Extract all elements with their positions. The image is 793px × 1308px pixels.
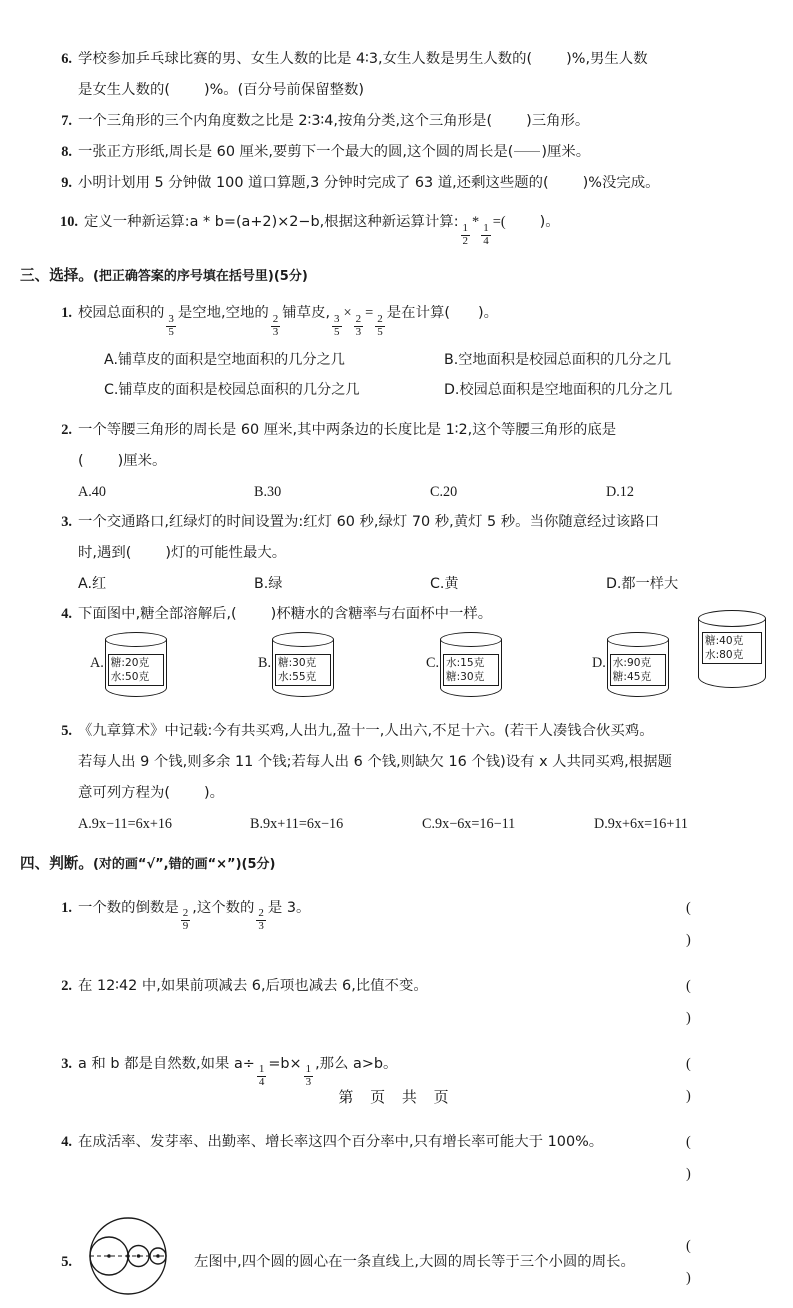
cylinder-line-1: 糖:40克 bbox=[705, 634, 744, 647]
denominator: 4 bbox=[483, 234, 489, 247]
question-7-line-1 bbox=[78, 106, 752, 137]
cylinder-option-b[interactable] bbox=[258, 632, 336, 704]
choice-option-a[interactable]: A.铺草皮的面积是空地面积的几分之几 bbox=[104, 351, 345, 368]
choice-option-b[interactable]: B.空地面积是校园总面积的几分之几 bbox=[444, 351, 672, 368]
question-6 bbox=[46, 44, 752, 106]
truefalse-question-1 bbox=[46, 892, 752, 956]
choice-q3-options bbox=[78, 569, 782, 599]
choice-option-a[interactable]: A.9x−11=6x+16 bbox=[78, 815, 173, 832]
tf4-text: 在成活率、发芽率、出勤率、增长率这四个百分率中,只有增长率可能大于 100%。 bbox=[78, 1133, 604, 1150]
truefalse-question-4 bbox=[46, 1126, 752, 1190]
question-number: 10. bbox=[60, 214, 78, 230]
choice-q1-stem bbox=[78, 298, 784, 338]
choice-q4-stem bbox=[78, 599, 752, 630]
cylinder-text-box bbox=[610, 654, 666, 686]
choice-question-4 bbox=[46, 599, 752, 710]
choice-option-c[interactable]: C.9x−6x=16−11 bbox=[422, 815, 516, 832]
numerator: 3 bbox=[334, 313, 340, 326]
q10-text-2: =( bbox=[492, 214, 506, 230]
cylinder-option-c[interactable] bbox=[426, 632, 504, 704]
question-6-line-2 bbox=[78, 75, 752, 106]
numerator: 1 bbox=[483, 221, 489, 234]
question-10 bbox=[46, 207, 752, 247]
cylinder-line-2: 糖:30克 bbox=[446, 670, 485, 683]
choice-option-c[interactable]: C.铺草皮的面积是校园总面积的几分之几 bbox=[104, 381, 360, 398]
choice-option-b[interactable]: B.绿 bbox=[254, 575, 283, 592]
denominator: 2 bbox=[462, 234, 469, 247]
question-number: 5. bbox=[61, 722, 72, 739]
choice-q3-line-2 bbox=[78, 538, 782, 569]
choice-question-2 bbox=[46, 415, 752, 507]
tf3-text-a: a 和 b 都是自然数,如果 a÷ bbox=[78, 1055, 255, 1072]
q5-text-open: 意可列方程为( bbox=[78, 784, 170, 801]
choice-q3-line-1: 一个交通路口,红绿灯的时间设置为:红灯 60 秒,绿灯 70 秒,黄灯 5 秒。当你随意经过该路口 bbox=[78, 513, 660, 530]
cylinder-top-ellipse bbox=[440, 632, 502, 647]
question-8 bbox=[46, 137, 752, 168]
q1-multiply-sign: × bbox=[343, 305, 352, 322]
section-heading-title: 四、判断。 bbox=[20, 854, 93, 872]
answer-bracket[interactable]: ( ) bbox=[686, 1133, 717, 1182]
tf5-text: 左图中,四个圆的圆心在一条直线上,大圆的周长等于三个小圆的周长。 bbox=[194, 1253, 635, 1270]
numerator: 2 bbox=[355, 313, 362, 326]
q4-text-close: )杯糖水的含糖率与右面杯中一样。 bbox=[270, 605, 493, 622]
cylinder-text-box bbox=[702, 632, 762, 664]
q10-fraction-1 bbox=[461, 223, 471, 247]
tf3-text-c: ,那么 a>b。 bbox=[315, 1055, 398, 1072]
cylinder-text-box bbox=[275, 654, 331, 686]
tf1-text-b: ,这个数的 bbox=[192, 899, 255, 916]
choice-option-c[interactable]: C.黄 bbox=[430, 575, 459, 592]
question-8-line-1 bbox=[78, 137, 752, 168]
q4-text-open: 下面图中,糖全部溶解后,( bbox=[78, 605, 237, 622]
q1-fraction-5 bbox=[375, 314, 385, 338]
question-6-line-1 bbox=[78, 44, 752, 75]
tf1-text-c: 是 3。 bbox=[267, 899, 311, 916]
q1-text-c: 铺草皮, bbox=[282, 305, 331, 322]
section-heading-sub: (把正确答案的序号填在括号里)(5分) bbox=[92, 269, 308, 285]
choice-option-b[interactable]: B.30 bbox=[254, 483, 282, 500]
choice-option-b[interactable]: B.9x+11=6x−16 bbox=[250, 815, 344, 832]
cylinder-icon bbox=[698, 610, 768, 696]
section-heading-truefalse bbox=[20, 849, 752, 880]
question-number: 1. bbox=[61, 305, 72, 322]
cylinder-top-ellipse bbox=[607, 632, 669, 647]
tf1-text-a: 一个数的倒数是 bbox=[78, 899, 179, 916]
q9-text-1: 小明计划用 5 分钟做 100 道口算题,3 分钟时完成了 63 道,还剩这些题的( bbox=[78, 175, 549, 191]
q10-fraction-2 bbox=[481, 223, 491, 247]
q1-fraction-4 bbox=[354, 314, 364, 338]
choice-option-d[interactable]: D.校园总面积是空地面积的几分之几 bbox=[444, 381, 673, 398]
q1-fraction-1 bbox=[166, 314, 176, 338]
cylinder-top-ellipse bbox=[105, 632, 167, 647]
choice-q5-line-3 bbox=[78, 778, 766, 809]
denominator: 9 bbox=[182, 920, 189, 933]
answer-bracket[interactable]: ( ) bbox=[686, 899, 717, 948]
q1-equals-sign: = bbox=[365, 305, 374, 322]
q1-text-tail: )。 bbox=[477, 305, 498, 322]
question-9-line-1 bbox=[78, 168, 752, 199]
numerator: 1 bbox=[258, 1063, 265, 1076]
q6-text-3: 是女生人数的( bbox=[78, 82, 170, 98]
denominator: 3 bbox=[305, 1076, 312, 1089]
choice-q5-line-1: 《九章算术》中记载:今有共买鸡,人出九,盈十一,人出六,不足十六。(若干人凑钱合伙买鸡。 bbox=[78, 722, 654, 739]
choice-q5-options bbox=[78, 809, 766, 839]
cylinder-top-ellipse bbox=[272, 632, 334, 647]
choice-question-3 bbox=[46, 507, 752, 599]
q7-text-1: 一个三角形的三个内角度数之比是 2∶3∶4,按角分类,这个三角形是( bbox=[78, 113, 493, 129]
tf3-text-b: =b× bbox=[268, 1055, 302, 1072]
cylinder-icon bbox=[440, 632, 504, 704]
numerator: 2 bbox=[182, 907, 189, 920]
cylinder-line-2: 水:55克 bbox=[278, 670, 317, 683]
q1-text-b: 是空地,空地的 bbox=[177, 305, 269, 322]
cylinder-icon bbox=[272, 632, 336, 704]
q6-text-1: 学校参加乒乓球比赛的男、女生人数的比是 4∶3,女生人数是男生人数的( bbox=[78, 51, 533, 67]
numerator: 2 bbox=[272, 313, 279, 326]
cylinder-option-d[interactable] bbox=[592, 632, 671, 704]
cylinder-icon bbox=[105, 632, 169, 704]
cylinder-top-ellipse bbox=[698, 610, 766, 627]
denominator: 3 bbox=[272, 325, 279, 338]
choice-q2-options bbox=[78, 477, 782, 507]
section-heading-title: 三、选择。 bbox=[20, 267, 93, 285]
cylinder-text-box bbox=[108, 654, 164, 686]
question-number: 5. bbox=[61, 1253, 72, 1270]
q3-text-close: )灯的可能性最大。 bbox=[165, 544, 287, 561]
choice-q5-line-2: 若每人出 9 个钱,则多余 11 个钱;若每人出 6 个钱,则缺欠 16 个钱)设有 x 人共同买鸡,根据题 bbox=[78, 753, 672, 770]
cylinder-line-2: 水:80克 bbox=[705, 648, 744, 661]
cylinder-icon bbox=[607, 632, 671, 704]
cylinder-label-d: D. bbox=[592, 654, 606, 671]
q1-text-a: 校园总面积的 bbox=[78, 305, 165, 322]
denominator: 5 bbox=[168, 325, 174, 338]
numerator: 1 bbox=[462, 221, 469, 234]
q1-fraction-2 bbox=[271, 314, 281, 338]
cylinder-line-1: 糖:30克 bbox=[278, 656, 317, 669]
q6-text-2: )%,男生人数 bbox=[566, 51, 648, 67]
choice-question-1 bbox=[46, 298, 752, 404]
numerator: 1 bbox=[305, 1063, 312, 1076]
q2-text-open: ( bbox=[78, 452, 84, 469]
numerator: 3 bbox=[168, 313, 174, 326]
q6-text-4: )%。(百分号前保留整数) bbox=[203, 82, 365, 98]
cylinder-line-1: 糖:20克 bbox=[110, 656, 150, 669]
cylinder-text-box bbox=[443, 654, 499, 686]
q3-text-open: 时,遇到( bbox=[78, 544, 132, 561]
choice-option-a[interactable]: A.40 bbox=[78, 483, 106, 500]
choice-option-d[interactable]: D.12 bbox=[606, 483, 634, 500]
answer-bracket[interactable]: ( ) bbox=[686, 1237, 717, 1286]
choice-question-5 bbox=[46, 716, 752, 839]
choice-q2-line-1: 一个等腰三角形的周长是 60 厘米,其中两条边的长度比是 1∶2,这个等腰三角形的底是 bbox=[78, 421, 617, 438]
cylinder-label-a: A. bbox=[90, 654, 104, 671]
page-content bbox=[20, 44, 752, 1308]
cylinder-line-1: 水:90克 bbox=[612, 656, 652, 669]
denominator: 5 bbox=[334, 325, 340, 338]
section-heading-sub: (对的画“√”,错的画“×”)(5分) bbox=[92, 856, 276, 872]
tf1-fraction-1 bbox=[181, 908, 191, 932]
question-number: 2. bbox=[61, 977, 72, 994]
question-10-line-1 bbox=[84, 207, 752, 247]
choice-option-d[interactable]: D.9x+6x=16+11 bbox=[594, 815, 689, 832]
question-9 bbox=[46, 168, 752, 199]
cylinder-option-a[interactable] bbox=[90, 632, 169, 704]
q8-text-1: 一张正方形纸,周长是 60 厘米,要剪下一个最大的圆,这个圆的周长是( bbox=[78, 144, 514, 160]
page-footer: 第 页 共 页 bbox=[338, 1088, 455, 1106]
cylinder-label-b: B. bbox=[258, 654, 272, 671]
q10-text-1: 定义一种新运算:a * b=(a+2)×2−b,根据这种新运算计算: bbox=[84, 214, 459, 230]
denominator: 3 bbox=[258, 920, 264, 933]
question-number: 2. bbox=[61, 421, 72, 438]
four-circles-figure-icon bbox=[78, 1216, 188, 1308]
cylinder-label-c: C. bbox=[426, 654, 440, 671]
truefalse-question-2 bbox=[46, 970, 752, 1034]
tf2-text: 在 12∶42 中,如果前项减去 6,后项也减去 6,比值不变。 bbox=[78, 977, 428, 994]
q8-text-2: )厘米。 bbox=[541, 144, 591, 160]
choice-q1-options-row-2 bbox=[78, 375, 784, 405]
cylinder-diagram-row bbox=[78, 632, 752, 710]
truefalse-question-5 bbox=[46, 1216, 752, 1308]
section-heading-choice bbox=[20, 261, 752, 292]
choice-q2-line-2 bbox=[78, 446, 782, 477]
choice-option-d[interactable]: D.都一样大 bbox=[606, 575, 679, 592]
q7-text-2: )三角形。 bbox=[526, 113, 590, 129]
question-number: 3. bbox=[61, 1055, 72, 1072]
question-number: 4. bbox=[61, 605, 72, 622]
numerator: 2 bbox=[377, 313, 383, 326]
answer-bracket[interactable]: ( ) bbox=[686, 1055, 717, 1104]
q5-text-close: )。 bbox=[203, 784, 224, 801]
numerator: 2 bbox=[258, 907, 264, 920]
question-number: 6. bbox=[61, 51, 72, 67]
q2-text-close: )厘米。 bbox=[117, 452, 167, 469]
q1-text-d: 是在计算( bbox=[386, 305, 450, 322]
question-number: 4. bbox=[61, 1133, 72, 1150]
answer-bracket[interactable]: ( ) bbox=[686, 977, 717, 1026]
question-number: 1. bbox=[61, 899, 72, 916]
denominator: 5 bbox=[377, 325, 383, 338]
q9-text-2: )%没完成。 bbox=[582, 175, 660, 191]
cylinder-line-2: 糖:45克 bbox=[612, 670, 652, 683]
question-number: 3. bbox=[61, 513, 72, 530]
q1-fraction-3 bbox=[332, 314, 342, 338]
q10-text-3: )。 bbox=[539, 214, 560, 230]
question-7 bbox=[46, 106, 752, 137]
question-number: 9. bbox=[61, 175, 72, 191]
reference-cylinder bbox=[698, 610, 768, 696]
cylinder-line-1: 水:15克 bbox=[446, 656, 485, 669]
denominator: 4 bbox=[258, 1076, 265, 1089]
q8-blank-1[interactable] bbox=[514, 151, 540, 152]
question-number: 8. bbox=[61, 144, 72, 160]
denominator: 3 bbox=[355, 325, 362, 338]
tf1-fraction-2 bbox=[256, 908, 266, 932]
choice-option-c[interactable]: C.20 bbox=[430, 483, 458, 500]
choice-q1-options-row-1 bbox=[78, 345, 784, 375]
question-number: 7. bbox=[61, 113, 72, 129]
choice-option-a[interactable]: A.红 bbox=[78, 575, 107, 592]
q10-operator: * bbox=[472, 214, 480, 230]
cylinder-line-2: 水:50克 bbox=[110, 670, 150, 683]
